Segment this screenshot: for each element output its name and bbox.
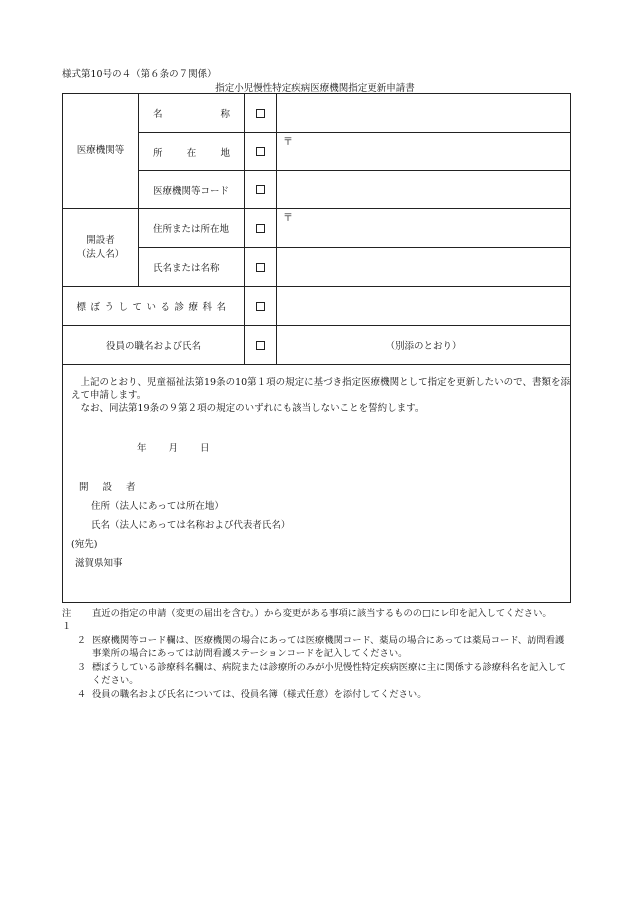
row-declaration: [63, 365, 571, 603]
row-location: [63, 133, 571, 171]
note-item: ３ 標ぼうしている診療科名欄は、病院または診療所のみが小児慢性特定疾病医療に主に関係する診療科名を記入してください。: [76, 661, 567, 687]
label-founder-name: 氏名または名称: [139, 248, 245, 287]
applicant-address-label: 住所（法人にあっては所在地）: [91, 501, 224, 513]
declaration-paragraph-1: 上記のとおり、児童福祉法第19条の10第１項の規定に基づき指定医療機関として指定を更新したいので、書類を添えて申請します。: [71, 377, 570, 401]
checkbox-icon[interactable]: [256, 263, 265, 272]
note-item: ４ 役員の職名および氏名については、役員名簿（様式任意）を添付してください。: [76, 688, 427, 700]
addressee-governor: 滋賀県知事: [75, 557, 123, 569]
declaration-cell: [63, 365, 571, 603]
checkbox-departments[interactable]: [245, 287, 277, 326]
note-item: 注１ 直近の指定の申請（変更の届出を含む。）から変更がある事項に該当するものの□にレ印を記入してください。: [62, 608, 552, 633]
value-name[interactable]: [277, 94, 571, 133]
row-founder-address: [63, 209, 571, 248]
checkbox-icon[interactable]: [256, 224, 265, 233]
applicant-heading: 開設者: [79, 482, 150, 494]
notes: [62, 607, 572, 701]
checkbox-icon[interactable]: [256, 147, 265, 156]
document-title: 指定小児慢性特定疾病医療機関指定更新申請書: [215, 83, 415, 94]
form-number: 様式第10号の４（第６条の７関係）: [62, 69, 217, 80]
row-founder-name: [63, 248, 571, 287]
checkbox-founder-name[interactable]: [245, 248, 277, 287]
value-location[interactable]: [277, 133, 571, 171]
checkbox-icon[interactable]: [256, 185, 265, 194]
label-name: 名 称: [139, 94, 245, 133]
row-code: [63, 171, 571, 209]
group-institution: 医療機関等: [63, 94, 139, 209]
checkbox-icon[interactable]: [256, 341, 265, 350]
checkbox-code[interactable]: [245, 171, 277, 209]
value-founder-name[interactable]: [277, 248, 571, 287]
value-founder-address[interactable]: [277, 209, 571, 248]
row-departments: [63, 287, 571, 326]
note-item: ２ 医療機関等コード欄は、医療機関の場合にあっては医療機関コード、薬局の場合にあっては薬局コード、訪問看護事業所の場合にあっては訪問看護ステーションコードを記入してください。: [76, 634, 565, 660]
group-founder: 開設者 （法人名）: [63, 209, 139, 287]
declaration-paragraph-2: なお、同法第19条の９第２項の規定のいずれにも該当しないことを誓約します。: [80, 402, 425, 414]
label-departments: 標ぼうしている診療科名: [63, 287, 245, 326]
checkbox-founder-address[interactable]: [245, 209, 277, 248]
label-officers: 役員の職名および氏名: [63, 326, 245, 365]
checkbox-location[interactable]: [245, 133, 277, 171]
application-table: [62, 93, 571, 603]
date-line[interactable]: 年 月 日: [137, 443, 210, 455]
applicant-name-label: 氏名（法人にあっては名称および代表者氏名）: [91, 519, 291, 531]
value-departments[interactable]: [277, 287, 571, 326]
row-name: [63, 94, 571, 133]
row-officers: [63, 326, 571, 365]
checkbox-icon[interactable]: [256, 109, 265, 118]
label-location: 所 在 地: [139, 133, 245, 171]
postal-mark: 〒: [283, 213, 293, 224]
checkbox-name[interactable]: [245, 94, 277, 133]
postal-mark: 〒: [283, 137, 293, 148]
value-code[interactable]: [277, 171, 571, 209]
label-founder-address: 住所または所在地: [139, 209, 245, 248]
value-officers: （別添のとおり）: [277, 326, 571, 365]
addressee-label: (宛先): [71, 538, 98, 550]
checkbox-officers[interactable]: [245, 326, 277, 365]
label-code: 医療機関等コード: [139, 171, 245, 209]
checkbox-icon[interactable]: [256, 302, 265, 311]
